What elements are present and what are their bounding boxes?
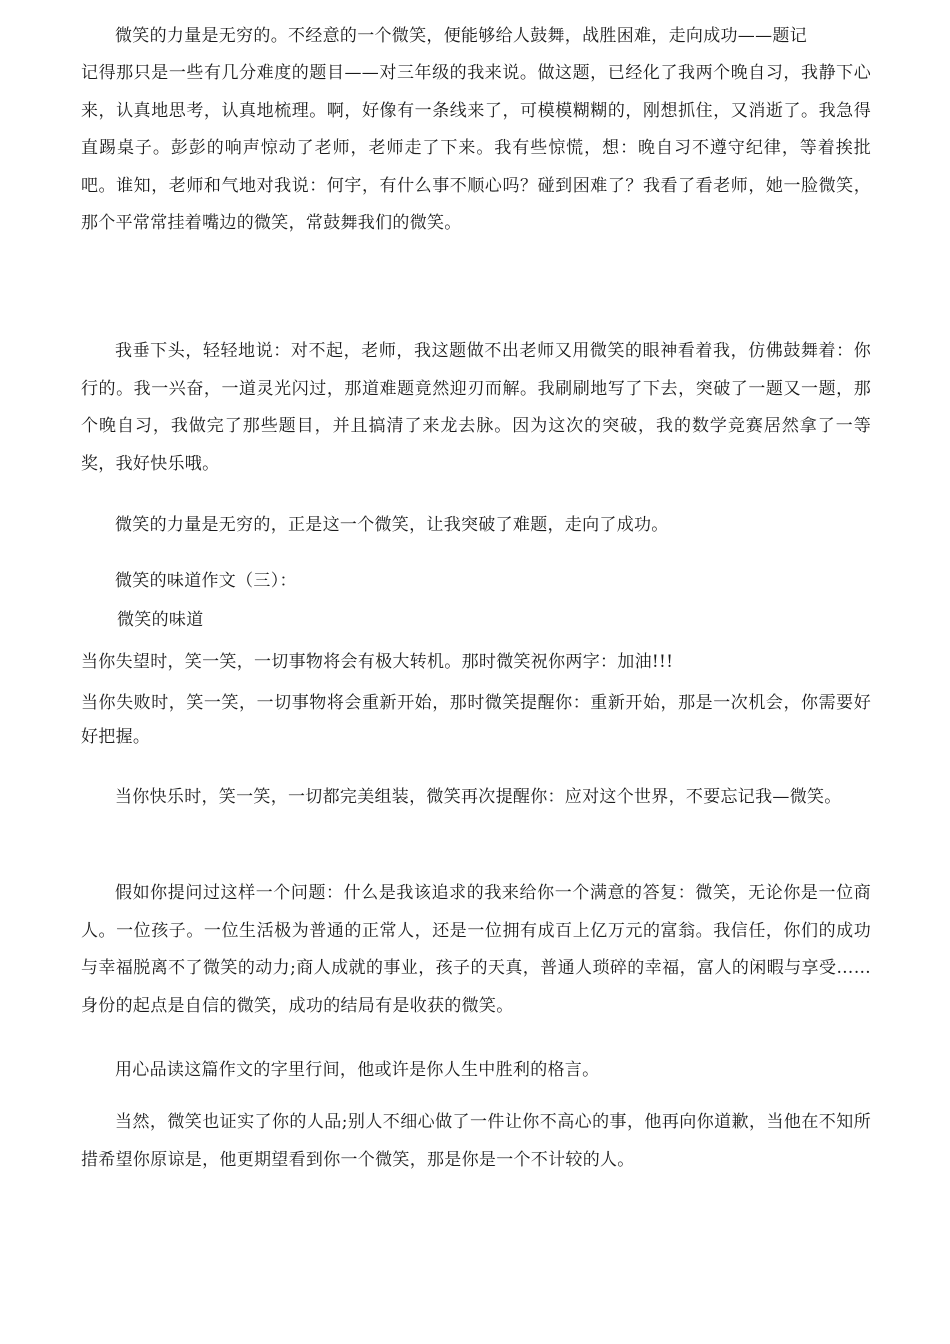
paragraph-character: 当然，微笑也证实了你的人品;别人不细心做了一件让你不高心的事，他再向你道歉，当他在不知所措希望你原谅是，他更期望看到你一个微笑，那是你是一个不计较的人。 <box>81 1112 871 1170</box>
paragraph-failure: 当你失败时，笑一笑，一切事物将会重新开始，那时微笑提醒你：重新开始，那是一次机会，你需要好好把握。 <box>81 693 871 747</box>
paragraph-happy: 当你快乐时，笑一笑，一切都完美组装，微笑再次提醒你：应对这个世界，不要忘记我—微笑。 <box>115 787 842 807</box>
paragraph-conclusion: 微笑的力量是无穷的，正是这一个微笑，让我突破了难题，走向了成功。 <box>115 515 669 535</box>
paragraph-epigraph: 微笑的力量是无穷的。不经意的一个微笑，便能够给人鼓舞，战胜困难，走向成功——题记 <box>115 26 807 46</box>
paragraph-reflection: 用心品读这篇作文的字里行间，他或许是你人生中胜利的格言。 <box>115 1060 600 1080</box>
essay-title: 微笑的味道 <box>117 610 204 630</box>
paragraph-story-2: 我垂下头，轻轻地说：对不起，老师，我这题做不出老师又用微笑的眼神看着我，仿佛鼓舞着：你行的。我一兴奋，一道灵光闪过，那道难题竟然迎刃而解。我刷刷地写了下去，突破了一题又一题，那个晚自习，我做完了那些题目，并且搞清了来龙去脉。因为这次的突破，我的数学竞赛居然拿了一等奖，我好快乐哦。 <box>81 341 871 474</box>
paragraph-disappointed: 当你失望时，笑一笑，一切事物将会有极大转机。那时微笑祝你两字：加油!!! <box>81 652 674 672</box>
section-heading: 微笑的味道作文（三）： <box>115 571 297 591</box>
paragraph-question: 假如你提问过这样一个问题：什么是我该追求的我来给你一个满意的答复：微笑，无论你是一位商人。一位孩子。一位生活极为普通的正常人，还是一位拥有成百上亿万元的富翁。我信任，你们的成功与幸福脱离不了微笑的动力;商人成就的事业，孩子的天真，普通人琐碎的幸福，富人的闲暇与享受……身份的起点是自信的微笑，成功的结局有是收获的微笑。 <box>81 883 871 1016</box>
paragraph-story-1: 记得那只是一些有几分难度的题目——对三年级的我来说。做这题，已经化了我两个晚自习，我静下心来，认真地思考，认真地梳理。啊，好像有一条线来了，可模模糊糊的，刚想抓住，又消逝了。我急得直踢桌子。彭彭的响声惊动了老师，老师走了下来。我有些惊慌，想：晚自习不遵守纪律，等着挨批吧。谁知，老师和气地对我说：何宇，有什么事不顺心吗？碰到困难了？我看了看老师，她一脸微笑，那个平常常挂着嘴边的微笑，常鼓舞我们的微笑。 <box>81 63 871 233</box>
